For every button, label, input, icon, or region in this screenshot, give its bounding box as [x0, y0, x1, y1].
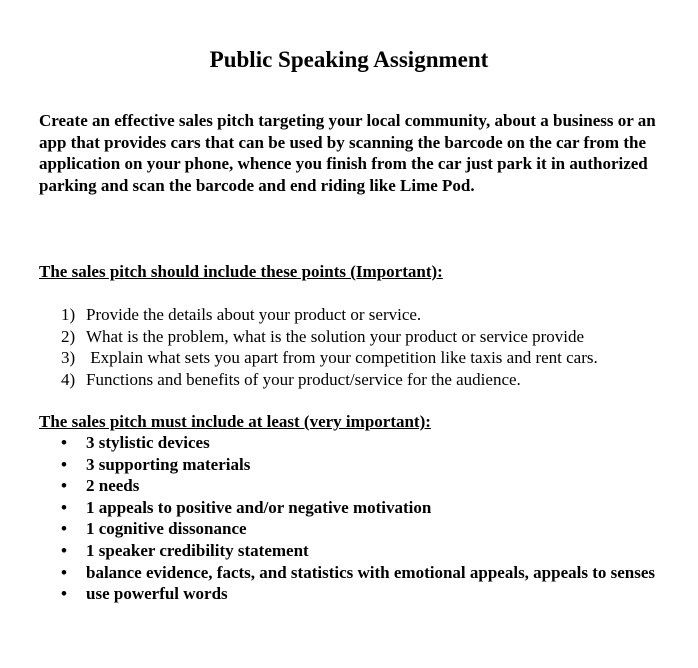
- list-item: [0, 475, 666, 497]
- list-item: [0, 347, 598, 369]
- bullet-icon: •: [61, 497, 67, 517]
- list-item: [0, 540, 666, 562]
- bullet-icon: •: [61, 519, 67, 539]
- list-item: [0, 583, 666, 605]
- list-item: [0, 304, 598, 326]
- page-title: Public Speaking Assignment: [209, 47, 489, 72]
- bullet-icon: •: [61, 433, 67, 452]
- list-item-text: balance evidence, facts, and statistics with emotional appeals, appeals to senses: [86, 562, 656, 582]
- intro-paragraph: Create an effective sales pitch targeting your local community, about a business or an app that provides cars that can be used by scanning the barcode on the car from the application on your phone, whence you finish from the car just park it in authorized parking and scan the barcode and end riding like Lime Pod.: [39, 111, 656, 195]
- requirements-heading: The sales pitch must include at least (very important):: [39, 412, 431, 431]
- list-item: [0, 432, 666, 454]
- points-heading: The sales pitch should include these points (Important):: [39, 262, 443, 281]
- list-item-text: Provide the details about your product or service.: [86, 305, 422, 324]
- list-item: [0, 369, 598, 391]
- list-number: 4): [61, 369, 76, 389]
- list-item-text: 2 needs: [86, 476, 140, 496]
- list-number: 1): [61, 305, 76, 324]
- list-item: [0, 497, 666, 519]
- requirements-list: [0, 432, 666, 605]
- list-item-text: Functions and benefits of your product/service for the audience.: [86, 369, 521, 389]
- list-item-text: 3 stylistic devices: [86, 433, 210, 452]
- list-number: 2): [61, 326, 76, 346]
- list-item: [0, 518, 666, 540]
- list-item: [0, 454, 666, 476]
- list-item-text: use powerful words: [86, 584, 228, 604]
- list-item-text: 1 speaker credibility statement: [86, 540, 309, 560]
- list-item: [0, 562, 666, 584]
- bullet-icon: •: [61, 562, 67, 582]
- bullet-icon: •: [61, 476, 67, 496]
- bullet-icon: •: [61, 584, 67, 604]
- bullet-icon: •: [61, 540, 67, 560]
- list-item-text: Explain what sets you apart from your competition like taxis and rent cars.: [86, 348, 598, 367]
- list-item-text: 1 appeals to positive and/or negative motivation: [86, 497, 432, 517]
- points-list: [0, 304, 598, 390]
- list-item: [0, 326, 598, 348]
- list-item-text: 1 cognitive dissonance: [86, 519, 247, 539]
- list-number: 3): [61, 348, 76, 367]
- bullet-icon: •: [61, 454, 67, 474]
- list-item-text: What is the problem, what is the solution your product or service provide: [86, 326, 585, 346]
- list-item-text: 3 supporting materials: [86, 454, 251, 474]
